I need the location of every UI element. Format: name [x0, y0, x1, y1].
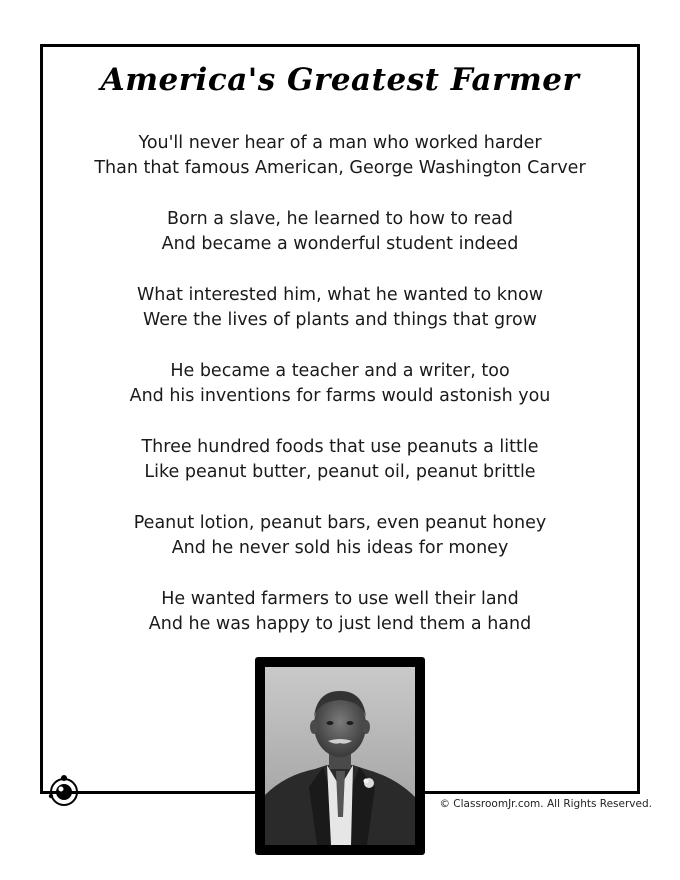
stanza	[40, 359, 640, 409]
stanza	[40, 435, 640, 485]
poem-body	[40, 131, 640, 663]
poem-line: What interested him, what he wanted to know	[136, 285, 544, 305]
poem-line: And he never sold his ideas for money	[171, 538, 509, 558]
poem-line: He wanted farmers to use well their land	[161, 589, 519, 609]
poem-line: Than that famous American, George Washington Carver	[94, 158, 586, 178]
poem-line: And his inventions for farms would astonish you	[129, 386, 551, 406]
portrait-photo	[265, 667, 415, 845]
stanza	[40, 587, 640, 637]
poem-line: And became a wonderful student indeed	[161, 234, 519, 254]
copyright-notice: © ClassroomJr.com. All Rights Reserved.	[439, 798, 652, 810]
poem-line: You'll never hear of a man who worked harder	[138, 133, 542, 153]
poem-line: Were the lives of plants and things that grow	[143, 310, 537, 330]
poem-title: America's Greatest Farmer	[100, 62, 580, 98]
portrait-frame	[255, 657, 425, 855]
poem-line: Peanut lotion, peanut bars, even peanut honey	[133, 513, 547, 533]
stanza	[40, 207, 640, 257]
classroomjr-logo-icon	[46, 774, 82, 810]
stanza	[40, 511, 640, 561]
stanza	[40, 131, 640, 181]
poem-line: And he was happy to just lend them a hand	[148, 614, 532, 634]
poem-line: Like peanut butter, peanut oil, peanut brittle	[144, 462, 536, 482]
poem-line: He became a teacher and a writer, too	[170, 361, 510, 381]
poem-line: Three hundred foods that use peanuts a little	[141, 437, 539, 457]
stanza	[40, 283, 640, 333]
poem-line: Born a slave, he learned to how to read	[166, 209, 514, 229]
